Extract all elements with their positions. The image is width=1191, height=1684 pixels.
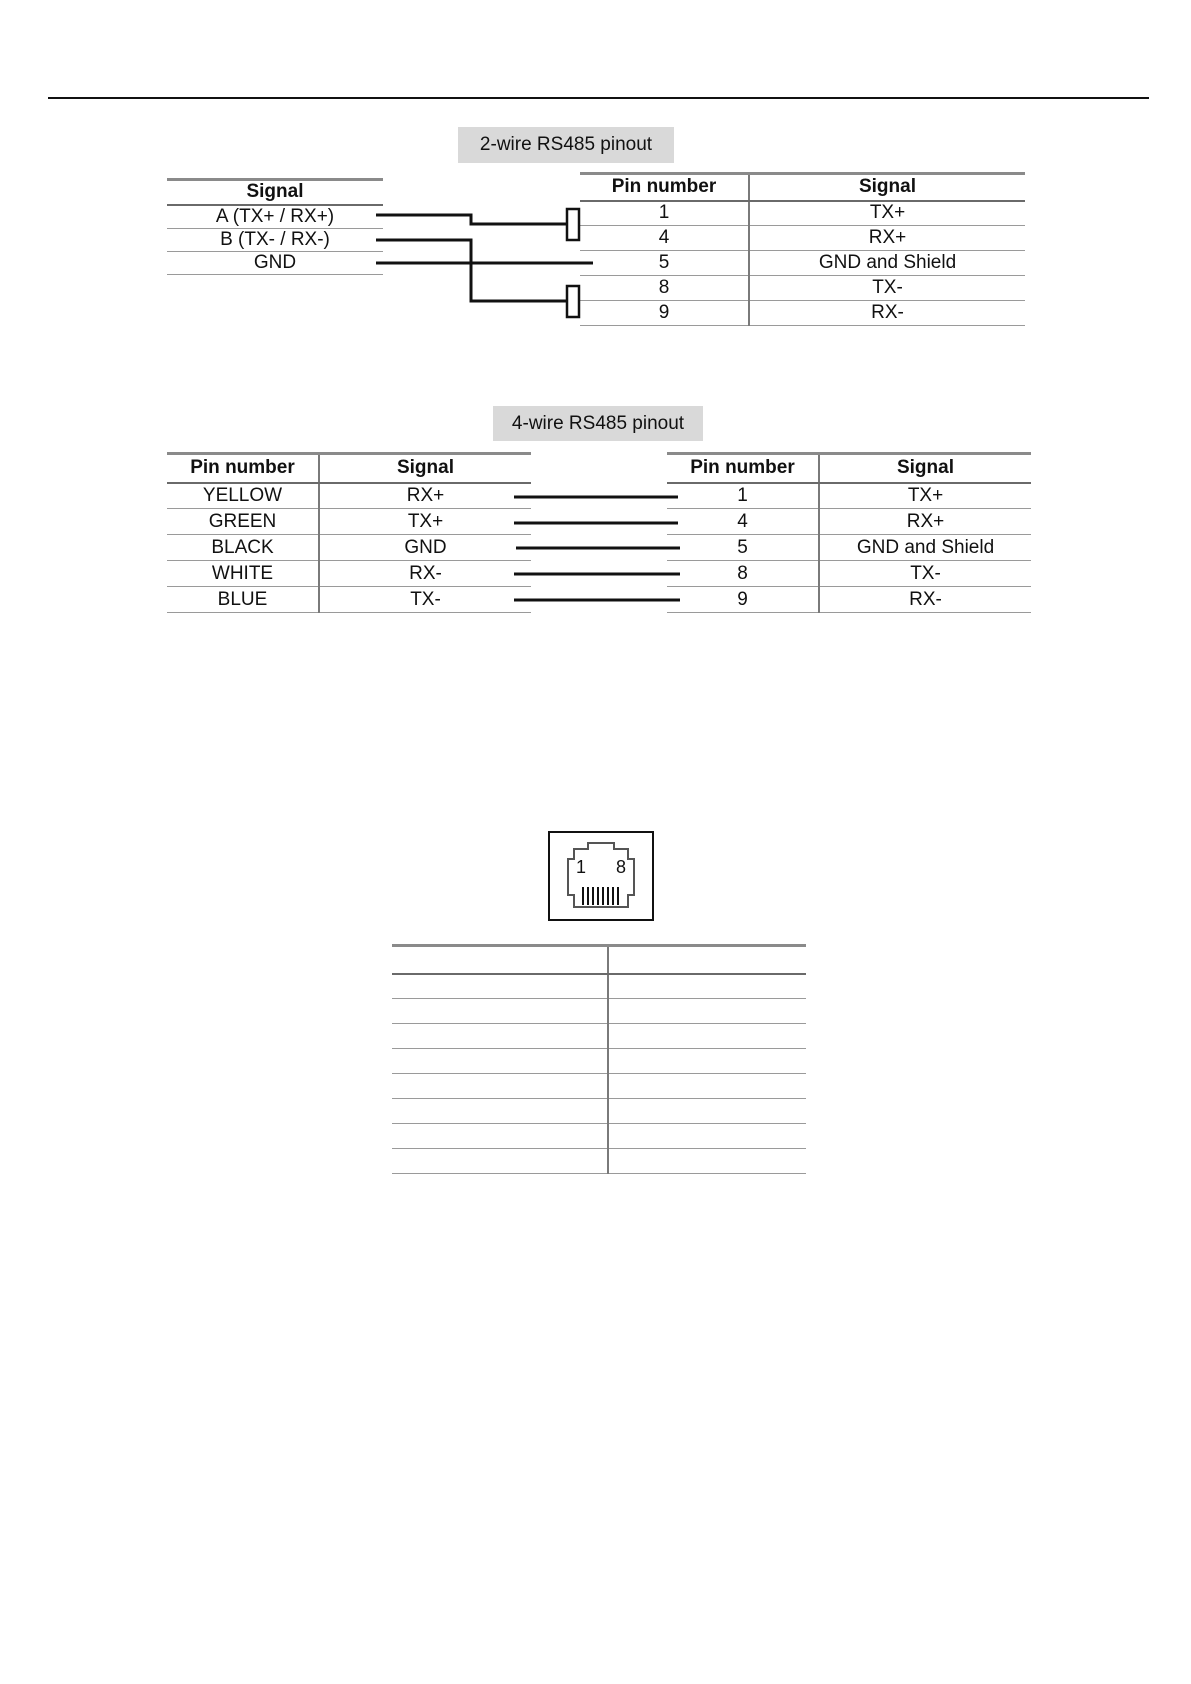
signal-cell: RX-	[319, 561, 531, 587]
pin-cell: 4	[667, 509, 819, 535]
rj45-connector	[548, 831, 654, 921]
signal-cell: TX-	[319, 587, 531, 613]
signal-cell: TX+	[319, 509, 531, 535]
signal-header: Signal	[319, 454, 531, 483]
pin-cell: 8	[580, 276, 749, 301]
table-row	[392, 1074, 806, 1099]
table-row	[392, 1099, 806, 1124]
four-wire-caption-text: 4-wire RS485 pinout	[511, 412, 685, 434]
signal-cell: TX-	[819, 561, 1031, 587]
table-row	[392, 1149, 806, 1174]
signal-cell: RX+	[819, 509, 1031, 535]
pin-cell: 8	[667, 561, 819, 587]
two-wire-left-header: Signal	[167, 180, 383, 205]
wire-color-cell: YELLOW	[167, 483, 319, 509]
pin-cell: 1	[580, 201, 749, 226]
wire-color-cell: BLUE	[167, 587, 319, 613]
bracket-pins-8-9	[567, 286, 579, 317]
table-row	[392, 999, 806, 1024]
signal-cell: GND and Shield	[819, 535, 1031, 561]
bracket-pins-1-4	[567, 209, 579, 240]
signal-cell: GND	[319, 535, 531, 561]
table-row	[392, 974, 806, 999]
rj45-pin-last-label: 8	[616, 857, 627, 877]
signal-cell: RX+	[749, 226, 1025, 251]
pin-cell: 9	[667, 587, 819, 613]
wire-color-cell: WHITE	[167, 561, 319, 587]
two-wire-caption-text: 2-wire RS485 pinout	[479, 134, 653, 155]
signal-cell: A (TX+ / RX+)	[167, 205, 383, 229]
pin-number-header: Pin number	[167, 454, 319, 483]
signal-cell: RX-	[749, 301, 1025, 326]
table-row	[392, 1024, 806, 1049]
signal-cell: B (TX- / RX-)	[167, 228, 383, 251]
pin-number-header: Pin number	[667, 454, 819, 483]
signal-cell: GND and Shield	[749, 251, 1025, 276]
signal-header: Signal	[749, 174, 1025, 201]
pin-number-header: Pin number	[580, 174, 749, 201]
rj45-pin-first-label: 1	[576, 857, 587, 877]
signal-cell: TX+	[819, 483, 1031, 509]
rj45-socket-icon	[550, 833, 652, 919]
signal-cell: RX-	[819, 587, 1031, 613]
wire-color-cell: GREEN	[167, 509, 319, 535]
table-row	[392, 1049, 806, 1074]
table-row	[392, 1124, 806, 1149]
signal-cell: TX-	[749, 276, 1025, 301]
pin-cell: 1	[667, 483, 819, 509]
signal-header: Signal	[819, 454, 1031, 483]
signal-cell: TX+	[749, 201, 1025, 226]
signal-cell: GND	[167, 251, 383, 274]
pin-cell: 5	[667, 535, 819, 561]
pin-cell: 5	[580, 251, 749, 276]
rj45-pinout-table	[392, 944, 806, 1174]
rj45-table-header-cell	[392, 946, 608, 974]
wire-b	[376, 240, 567, 301]
wire-a	[376, 215, 567, 224]
wire-color-cell: BLACK	[167, 535, 319, 561]
pin-cell: 9	[580, 301, 749, 326]
rj45-table-header-cell	[608, 946, 806, 974]
signal-cell: RX+	[319, 483, 531, 509]
pin-cell: 4	[580, 226, 749, 251]
